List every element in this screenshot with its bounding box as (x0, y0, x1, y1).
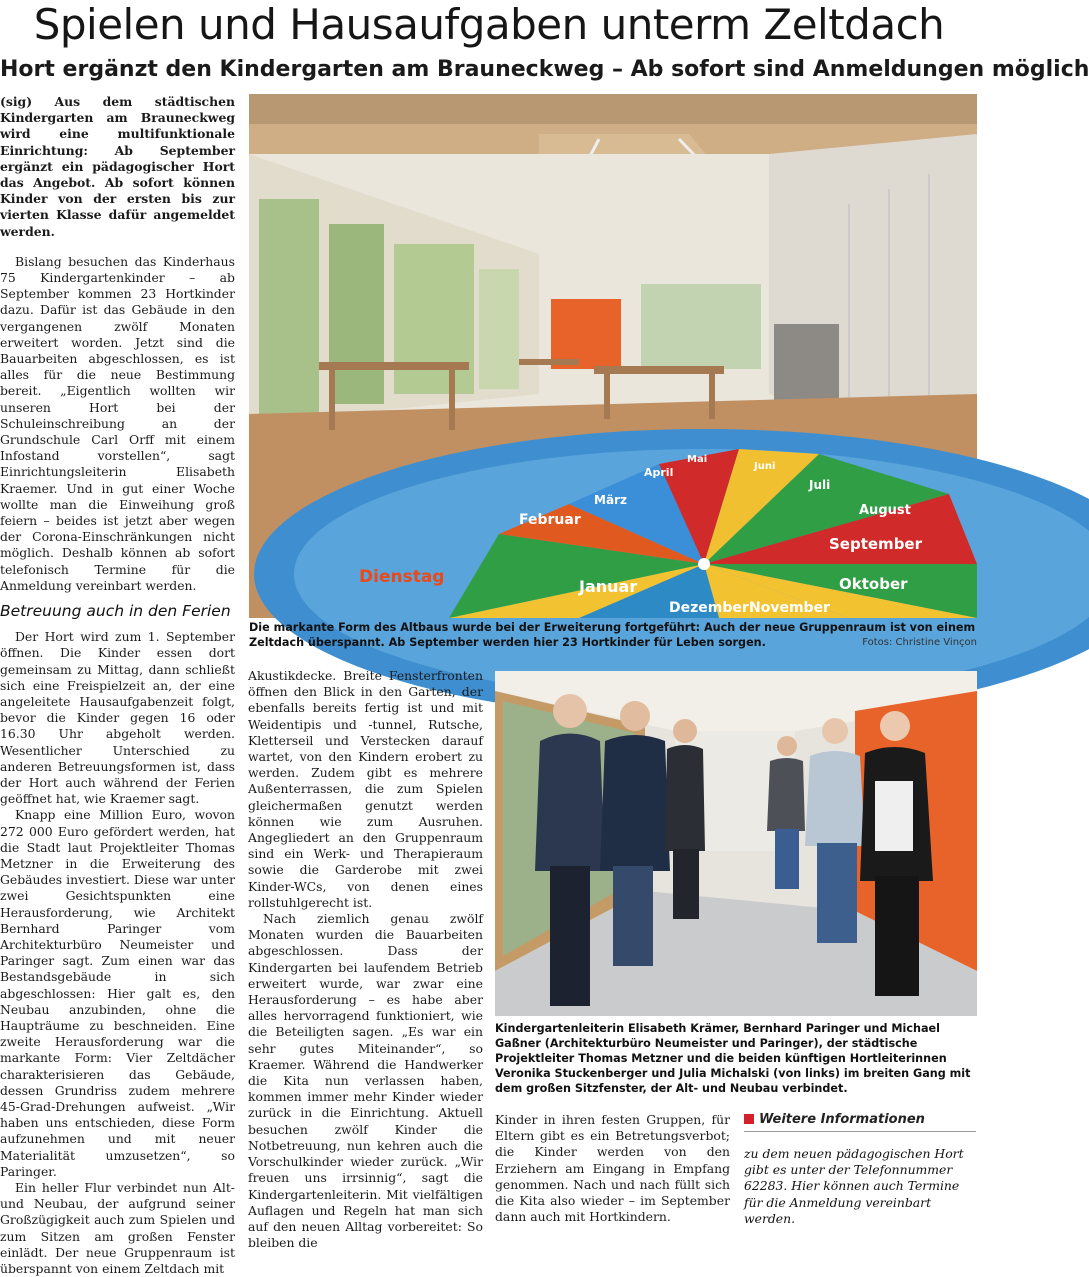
info-heading-text: Weitere Informationen (759, 1112, 925, 1127)
carpet-label-dezember: Dezember (669, 600, 749, 616)
carpet-label-dienstag: Dienstag (359, 567, 445, 587)
photo1-caption (249, 620, 977, 654)
photo-team-hallway (495, 671, 977, 1016)
info-box-text: zu dem neuen pädagogischen Hort gibt es unter der Telefonnummer 62283. Hier können auch Termine für die Anmeldung vereinbart werden. (744, 1146, 964, 1226)
carpet-label-februar: Februar (519, 512, 581, 528)
carpet-label-august: August (859, 503, 911, 518)
subheadline: Hort ergänzt den Kindergarten am Brauneckweg – Ab sofort sind Anmeldungen möglich (0, 57, 1089, 82)
paragraph: Kinder in ihren festen Gruppen, für Eltern gibt es ein Betretungsverbot; die Kinder werden von den Erziehern am Eingang in Empfang genommen. Nach und nach füllt sich die Kita also wieder – im September dann auch mit Hortkindern. (495, 1112, 730, 1225)
team-image (495, 671, 977, 1016)
col3-body (495, 1112, 730, 1225)
photo-group-room (249, 94, 977, 618)
red-square-icon (744, 1114, 754, 1124)
section-subtitle: Betreuung auch in den Ferien (0, 602, 231, 621)
col1b-body (0, 629, 235, 1277)
article-column-1 (0, 94, 235, 1277)
carpet-label-oktober: Oktober (839, 575, 908, 593)
carpet-label-september: September (829, 535, 922, 553)
photo2-caption (495, 1021, 977, 1101)
col1-body (0, 254, 235, 594)
paragraph: Knapp eine Million Euro, wovon 272 000 Euro gefördert werden, hat die Stadt laut Projektleiter Thomas Metzner in die Erweiterung des Gebäudes investiert. Diese war unter zwei Gesichtspunkten eine Herausforderung, wie Architekt Bernhard Paringer vom Architekturbüro Neumeister und Paringer sagt. Zum einen war das Bestandsgebäude in sich abgeschlossen: Hier galt es, den Neubau anzubinden, ohne die Haupträume zu beschneiden. Eine zweite Herausforderung war die markante Form: Vier Zeltdächer charakterisieren das Gebäude, dessen Grundriss zudem mehrere 45-Grad-Drehungen aufweist. „Wir haben uns entschieden, diese Form aufzunehmen und mit neuer Materialität umzusetzen“, so Paringer. (0, 807, 235, 1179)
photo1-caption-text: Die markante Form des Altbaus wurde bei der Erweiterung fortgeführt: Auch der neue Gruppenraum ist von einem Zeltdach überspannt. Ab September werden hier 23 Hortkinder für Leben sorgen. (249, 621, 976, 649)
article-column-2 (248, 668, 483, 1251)
paragraph: Akustikdecke. Breite Fensterfronten öffnen den Blick in den Garten, der ebenfalls bereits fertig ist und mit Weidentipis und -tunnel, Rutsche, Kletterseil und Verstecken darauf wartet, von den Kindern erobert zu werden. Zudem gibt es mehrere Außenterrassen, die zum Spielen gleichermaßen genutzt werden können wie zum Ausruhen. Angegliedert an den Gruppenraum sind ein Werk- und Therapieraum sowie die Garderobe mit zwei Kinder-WCs, von denen eines rollstuhlgerecht ist. (248, 668, 483, 910)
paragraph: Bislang besuchen das Kinderhaus 75 Kindergartenkinder – ab September kommen 23 Hortkinder dazu. Dafür ist das Gebäude in den vergangenen zwölf Monaten erweitert worden. Jetzt sind die Bauarbeiten abgeschlossen, es ist alles für die neue Bestimmung bereit. „Eigentlich wollten wir unseren Hort bei der Schuleinschreibung an der Grundschule Carl Orff mit einem Infostand vorstellen“, sagt Einrichtungsleiterin Elisabeth Kraemer. Und in gut einer Woche wollte man die Einweihung groß feiern – beides ist jetzt aber wegen der Corona-Einschränkungen nicht möglich. Deshalb können ab sofort telefonisch Termine für die Anmeldung vereinbart werden. (0, 253, 235, 593)
carpet-label-juni: Juni (754, 461, 776, 472)
paragraph: Nach ziemlich genau zwölf Monaten wurden die Bauarbeiten abgeschlossen. Dass der Kindergarten bei laufendem Betrieb erweitert wurde, war zwar eine Herausforderung – es habe aber alles hervorragend funktioniert, wie die Beteiligten sagen. „Es war ein sehr gutes Miteinander“, so Kraemer. Während die Handwerker die Kita nun verlassen haben, kommen immer mehr Kinder wieder zurück in die Einrichtung. Aktuell besuchen zwölf Kinder die Notbetreuung, nun kehren auch die Vorschulkinder wieder zurück. „Wir freuen uns irrsinnig“, sagt die Kindergartenleiterin. Mit vielfältigen Auflagen und Regeln hat man sich auf den neuen Alltag vorbereitet: So bleiben die (248, 911, 483, 1251)
paragraph: Ein heller Flur verbindet nun Alt- und Neubau, der aufgrund seiner Großzügigkeit auch zum Spielen und zum Sitzen am großen Fenster einlädt. Der neue Gruppenraum ist überspannt von einem Zeltdach mit (0, 1180, 235, 1277)
headline: Spielen und Hausaufgaben unterm Zeltdach (33, 0, 945, 49)
carpet-label-januar: Januar (579, 577, 638, 596)
paragraph: Der Hort wird zum 1. September öffnen. Die Kinder essen dort gemeinsam zu Mittag, dann schließt sich eine Freispielzeit an, der eine angeleitete Hausaufgabenzeit folgt, bevor die Kinder gegen 16 oder 16.30 Uhr abgeholt werden. Wesentlicher Unterschied zu anderen Betreuungsformen ist, dass der Hort auch während der Ferien geöffnet hat, wie Kraemer sagt. (0, 629, 235, 807)
photo2-caption-text: Kindergartenleiterin Elisabeth Krämer, Bernhard Paringer und Michael Gaßner (Architekturbüro Neumeister und Paringer), der städtische Projektleiter Thomas Metzner und die beiden künftigen Hortleiterinnen Veronika Stuckenberger und Julia Michalski (von links) im breiten Gang mit dem großen Sitzfenster, der Alt- und Neubau verbindet. (495, 1022, 971, 1095)
carpet-label-november: November (749, 600, 830, 616)
photo-credit: Fotos: Christine Vinçon (862, 637, 977, 648)
group-room-image (249, 94, 977, 618)
article-lead: (sig) Aus dem städtischen Kindergarten am Brauneckweg wird eine multifunktionale Einrichtung: Ab September ergänzt ein pädagogischer Hort das Angebot. Ab sofort können Kinder von der ersten bis zur vierten Klasse dafür angemeldet werden. (0, 94, 235, 239)
carpet-label-juli: Juli (809, 478, 831, 492)
carpet-label-mai: Mai (687, 454, 708, 465)
info-box-heading (744, 1112, 976, 1132)
col2-body (248, 668, 483, 1251)
article-column-3 (495, 1112, 730, 1230)
carpet-label-april: April (644, 466, 674, 479)
carpet-label-maerz: März (594, 493, 627, 507)
